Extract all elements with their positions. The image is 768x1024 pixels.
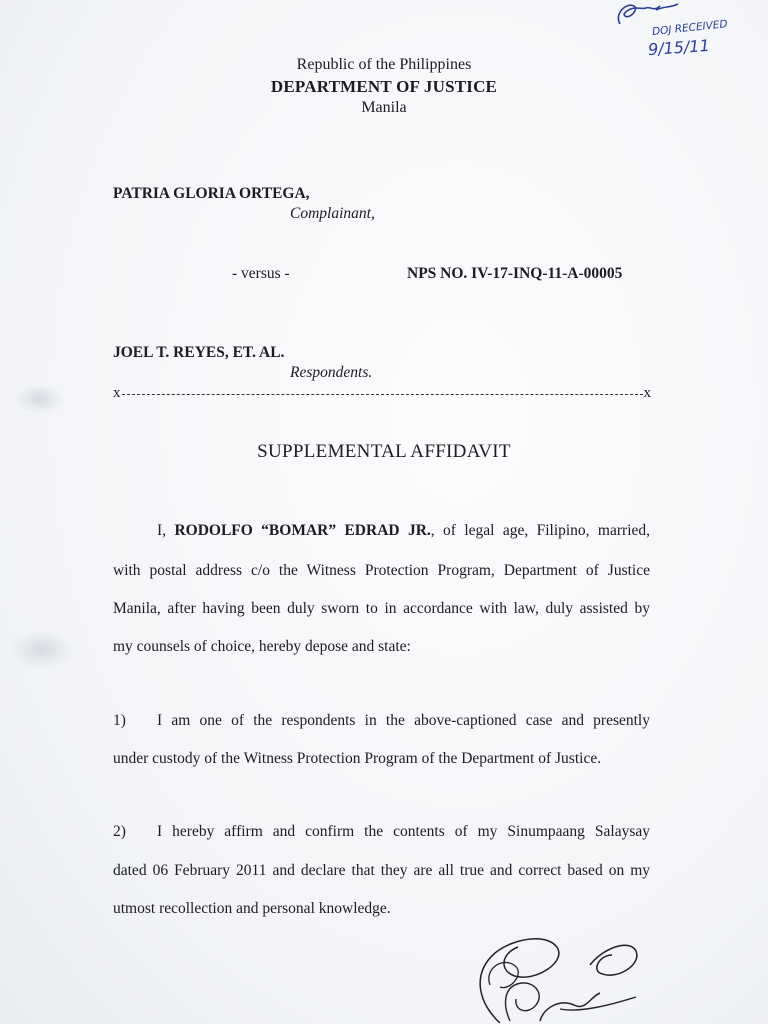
paragraph-2-line-3: utmost recollection and personal knowledge. — [113, 900, 391, 917]
signature-icon — [440, 925, 660, 1024]
affiant-name: RODOLFO “BOMAR” EDRAD JR. — [174, 522, 431, 539]
received-date: 9/15/11 — [647, 35, 711, 60]
caption-divider — [113, 385, 651, 402]
complainant-name: PATRIA GLORIA ORTEGA, — [113, 185, 310, 202]
case-number: NPS NO. IV-17-INQ-11-A-00005 — [407, 265, 623, 282]
divider-left-x: x — [113, 385, 121, 401]
intro-line-4: my counsels of choice, hereby depose and state: — [113, 638, 411, 655]
paragraph-2-line-1: I hereby affirm and confirm the contents of my Sinumpaang Salaysay — [157, 823, 650, 840]
received-label: DOJ RECEIVED — [651, 18, 729, 38]
divider-right-x: x — [643, 385, 651, 401]
respondents-role: Respondents. — [290, 364, 373, 381]
paper-crease-mark — [14, 384, 64, 414]
respondent-name: JOEL T. REYES, ET. AL. — [113, 344, 285, 361]
divider-dashes — [122, 394, 643, 395]
header-city: Manila — [361, 99, 407, 116]
paragraph-2-line-2: dated 06 February 2011 and declare that they are all true and correct based on my — [113, 862, 650, 879]
intro-pronoun: I, — [157, 522, 167, 539]
paragraph-1-line-2: under custody of the Witness Protection Program of the Department of Justice. — [113, 750, 602, 767]
paragraph-1-line-1: I am one of the respondents in the above-captioned case and presently — [157, 712, 650, 729]
paragraph-2-number: 2) — [113, 823, 126, 840]
intro-line-3: Manila, after having been duly sworn to in accordance with law, duly assisted by — [113, 600, 650, 617]
versus-label: - versus - — [232, 265, 290, 282]
document-title: SUPPLEMENTAL AFFIDAVIT — [257, 441, 511, 462]
intro-line-1-rest: , of legal age, Filipino, married, — [430, 522, 650, 539]
header-country: Republic of the Philippines — [296, 56, 472, 73]
intro-line-2: with postal address c/o the Witness Protection Program, Department of Justice — [113, 562, 650, 579]
header-department: DEPARTMENT OF JUSTICE — [270, 77, 498, 96]
paragraph-1-number: 1) — [113, 712, 126, 729]
intro-line-1 — [157, 522, 650, 540]
complainant-role: Complainant, — [290, 205, 375, 222]
paper-crease-mark — [10, 630, 74, 670]
